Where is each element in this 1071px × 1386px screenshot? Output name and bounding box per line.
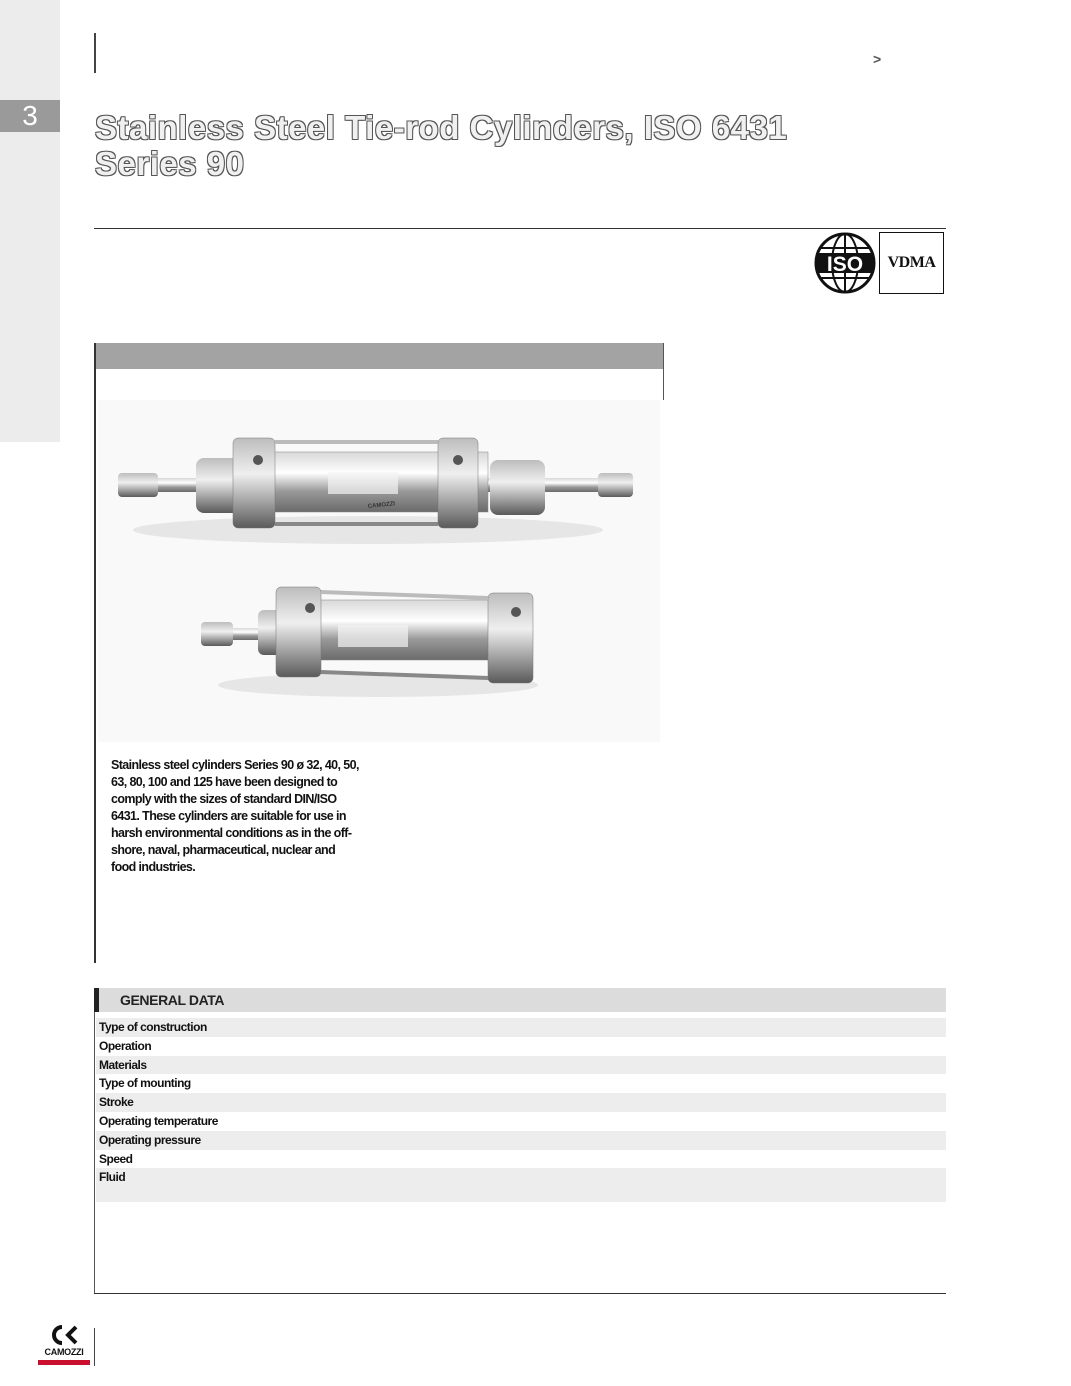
single-rod-cylinder — [201, 587, 538, 697]
iso-logo-text: ISO — [826, 253, 864, 276]
header-rule — [94, 33, 96, 73]
general-data-title: GENERAL DATA — [120, 992, 225, 1008]
double-rod-cylinder — [118, 438, 633, 544]
footer-rule — [94, 1328, 95, 1366]
title-divider — [94, 228, 946, 229]
general-data-row: Type of mounting — [99, 1076, 191, 1091]
camozzi-mark-icon — [50, 1325, 78, 1345]
general-data-row: Type of construction — [96, 1018, 946, 1037]
general-data-row: Stroke — [96, 1093, 946, 1112]
cylinder-brand-label: CAMOZZI — [367, 501, 396, 510]
general-data-header — [94, 988, 946, 1012]
general-data-row: Operating temperature — [99, 1113, 218, 1128]
page-title — [95, 110, 787, 182]
general-data-row: Operating pressure — [96, 1131, 946, 1150]
side-tab — [0, 0, 60, 442]
product-photo — [98, 400, 660, 742]
bottom-divider — [94, 1293, 946, 1294]
general-data-header-bar — [94, 988, 99, 1012]
general-data-row: Materials — [96, 1056, 946, 1075]
camozzi-red-bar — [38, 1360, 90, 1365]
general-data-table — [96, 1018, 946, 1202]
cylinder-photo-illustration — [98, 400, 660, 742]
overview-panel-header — [96, 343, 663, 369]
chapter-number: 3 — [0, 100, 60, 132]
intro-description: Stainless steel cylinders Series 90 ø 32, 40, 50, 63, 80, 100 and 125 have been designed to comply with the sizes of standard DIN/ISO 6431. These cylinders are suitable for use in harsh environmental conditions as in the off-shore, naval, pharmaceutical, nuclear and food industries. — [111, 758, 359, 874]
general-data-row: Operation — [99, 1038, 152, 1053]
camozzi-wordmark: CAMOZZI — [44, 1347, 84, 1357]
camozzi-logo — [36, 1325, 92, 1367]
iso-logo-icon — [814, 232, 876, 294]
general-data-row: Speed — [99, 1151, 133, 1166]
general-data-left-rule — [94, 1012, 95, 1294]
title-line-1: Stainless Steel Tie-rod Cylinders, ISO 6431 — [95, 109, 788, 146]
next-page-arrow[interactable]: > — [873, 51, 882, 67]
vdma-logo: VDMA — [879, 232, 944, 294]
panel-left-rule — [94, 343, 96, 963]
general-data-row: Fluid — [96, 1168, 946, 1202]
panel-right-rule — [663, 343, 664, 400]
title-line-2: Series 90 — [95, 145, 245, 182]
